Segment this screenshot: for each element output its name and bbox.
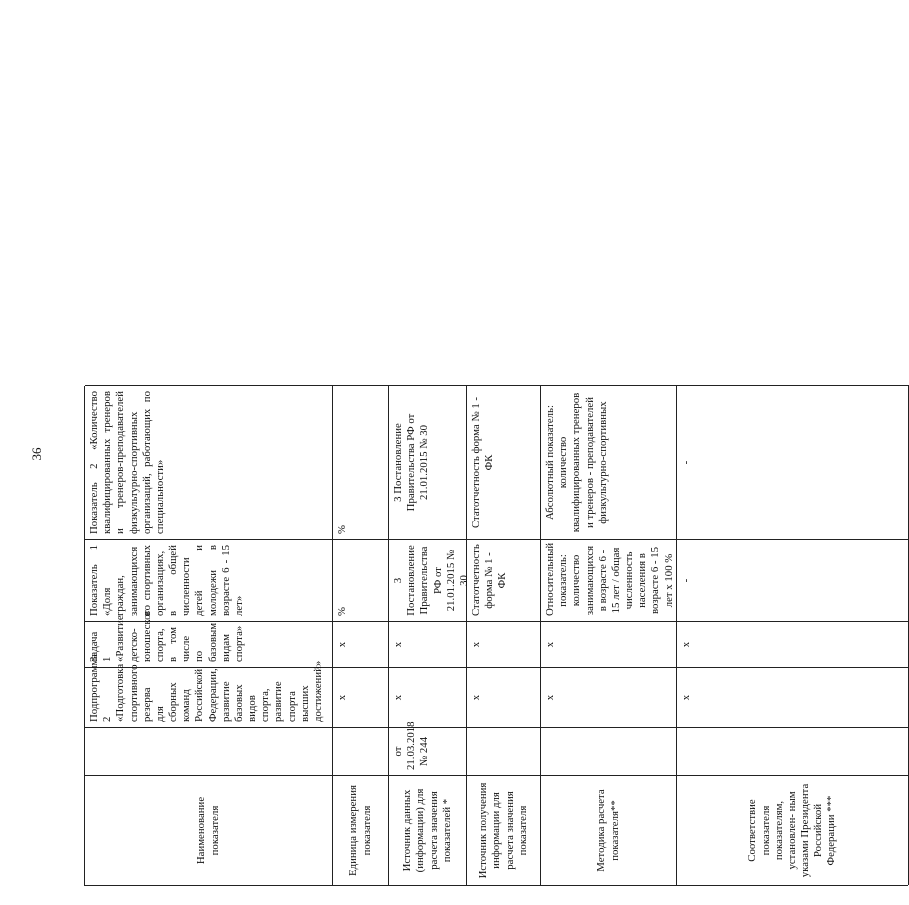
page-number: 36 [29, 447, 44, 461]
row3-compliance: - [677, 539, 909, 621]
row1-name: Подпрограмма 2 «Подготовка спортивного резерва для сборных команд Российской Федерации, развитие базовых видов спорта, развитие спорта высших достижений» [85, 667, 333, 727]
row1-source: x [389, 667, 467, 727]
row4-unit: % [333, 385, 389, 539]
row3-name: Показатель 1 «Доля граждан, занимающихся в спортивных организациях, в общей численности детей и молодежи в возрасте 6 - 15 лет» [85, 539, 333, 621]
header-info-source: Источник получения информации для расчета значения показателя [467, 775, 541, 885]
row2-name: Задача 1 «Развитие детско-юношеского спорта, в том числе по базовым видам спорта» [85, 621, 333, 667]
row0-source: от 21.03.2018 № 244 [389, 727, 467, 775]
row1-info-source: x [467, 667, 541, 727]
row2-info-source: x [467, 621, 541, 667]
row3-source: 3 Постановление Правительства РФ от 21.01.2015 № 30 [389, 539, 467, 621]
row1-compliance: x [677, 667, 909, 727]
row0-info-source [467, 727, 541, 775]
row4-name: Показатель 2 «Количество квалифицированных тренеров и тренеров-преподавателей физкультурно-спортивных организаций, работающих по специальности» [85, 385, 333, 539]
header-source: Источник данных (информации) для расчета значения показателей * [389, 775, 467, 885]
header-compliance-grid: Соответствие показателя показателям, установлен- ным указами Президента Российской Федерации *** [677, 775, 909, 885]
row0-name [85, 727, 333, 775]
row2-source: x [389, 621, 467, 667]
row3-method: Относительный показатель: количество занимающихся в возрасте 6 - 15 лет / общая численность населения в возрасте 6 - 15 лет х 100 % [541, 539, 677, 621]
row2-unit: x [333, 621, 389, 667]
row1-unit: x [333, 667, 389, 727]
row1-method: x [541, 667, 677, 727]
row3-info-source: Статотчетность форма № 1 - ФК [467, 539, 541, 621]
row4-method: Абсолютный показатель: количество квалифицированных тренеров и тренеров - преподавателей физкультурно-спортивных [541, 385, 677, 539]
header-name: Наименование показателя [85, 775, 333, 885]
row0-unit [333, 727, 389, 775]
row4-compliance: - [677, 385, 909, 539]
row4-source: 3 Постановление Правительства РФ от 21.01.2015 № 30 [389, 385, 467, 539]
row4-info-source: Статотчетность форма № 1 - ФК [467, 385, 541, 539]
row2-compliance: x [677, 621, 909, 667]
header-unit: Единица измерения показателя [333, 775, 389, 885]
indicator-grid [84, 386, 908, 886]
header-method: Методика расчета показателя** [541, 775, 677, 885]
row3-unit: % [333, 539, 389, 621]
row0-method [541, 727, 677, 775]
row0-compliance [677, 727, 909, 775]
row2-method: x [541, 621, 677, 667]
table-grid-wrapper [84, 386, 908, 886]
